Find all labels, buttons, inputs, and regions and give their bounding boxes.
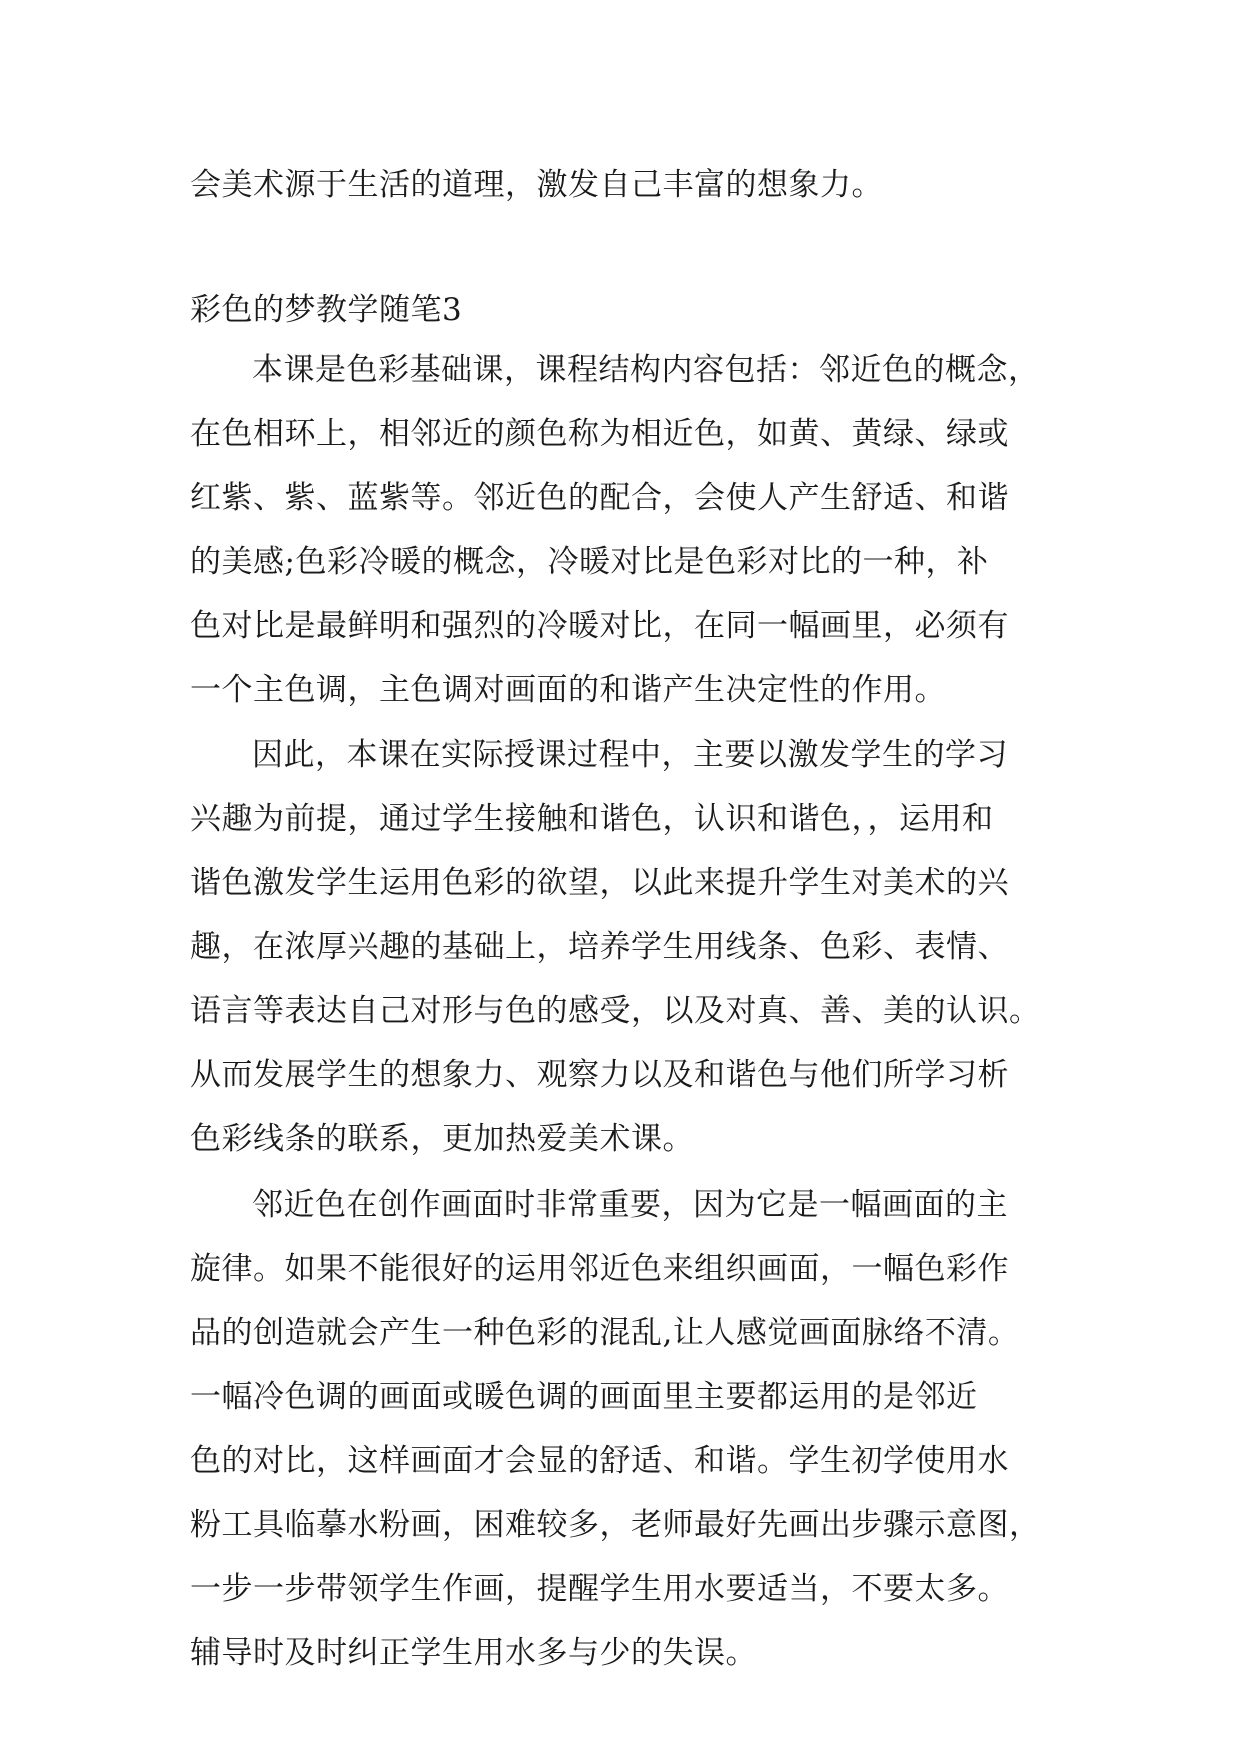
paragraph-line: 旋律。如果不能很好的运用邻近色来组织画面，一幅色彩作 <box>190 1251 1009 1287</box>
paragraph-line: 在色相环上，相邻近的颜色称为相近色，如黄、黄绿、绿或 <box>190 416 1009 452</box>
paragraph-line: 一步一步带领学生作画，提醒学生用水要适当，不要太多。 <box>190 1571 1009 1607</box>
paragraph-line: 红紫、紫、蓝紫等。邻近色的配合，会使人产生舒适、和谐 <box>190 480 1009 516</box>
paragraph-line: 兴趣为前提，通过学生接触和谐色，认识和谐色，，运用和 <box>190 801 994 837</box>
paragraph-line: 色对比是最鲜明和强烈的冷暖对比，在同一幅画里，必须有 <box>190 608 1009 644</box>
paragraph-line: 色的对比，这样画面才会显的舒适、和谐。学生初学使用水 <box>190 1443 1009 1479</box>
paragraph-line: 品的创造就会产生一种色彩的混乱,让人感觉画面脉络不清。 <box>190 1315 1020 1351</box>
paragraph-line: 色彩线条的联系，更加热爱美术课。 <box>190 1121 694 1157</box>
paragraph-line: 的美感;色彩冷暖的概念，冷暖对比是色彩对比的一种，补 <box>190 544 989 580</box>
paragraph-line: 邻近色在创作画面时非常重要，因为它是一幅画面的主 <box>252 1187 1008 1223</box>
paragraph-1 <box>190 350 1060 734</box>
paragraph-line: 辅导时及时纠正学生用水多与少的失误。 <box>190 1635 757 1671</box>
paragraph-2 <box>190 735 1060 1183</box>
paragraph-line: 因此，本课在实际授课过程中，主要以激发学生的学习 <box>252 737 1008 773</box>
opening-line: 会美术源于生活的道理，激发自己丰富的想象力。 <box>190 167 883 203</box>
section-title: 彩色的梦教学随笔3 <box>190 292 463 328</box>
paragraph-line: 一个主色调，主色调对画面的和谐产生决定性的作用。 <box>190 672 946 708</box>
paragraph-line: 从而发展学生的想象力、观察力以及和谐色与他们所学习析 <box>190 1057 1009 1093</box>
paragraph-line: 粉工具临摹水粉画，困难较多，老师最好先画出步骤示意图， <box>190 1507 1041 1543</box>
paragraph-3 <box>190 1185 1060 1697</box>
paragraph-line: 趣，在浓厚兴趣的基础上，培养学生用线条、色彩、表情、 <box>190 929 1009 965</box>
paragraph-line: 语言等表达自己对形与色的感受，以及对真、善、美的认识。 <box>190 993 1041 1029</box>
paragraph-line: 谐色激发学生运用色彩的欲望，以此来提升学生对美术的兴 <box>190 865 1009 901</box>
paragraph-line: 一幅冷色调的画面或暖色调的画面里主要都运用的是邻近 <box>190 1379 978 1415</box>
paragraph-line: 本课是色彩基础课，课程结构内容包括：邻近色的概念， <box>252 352 1040 388</box>
